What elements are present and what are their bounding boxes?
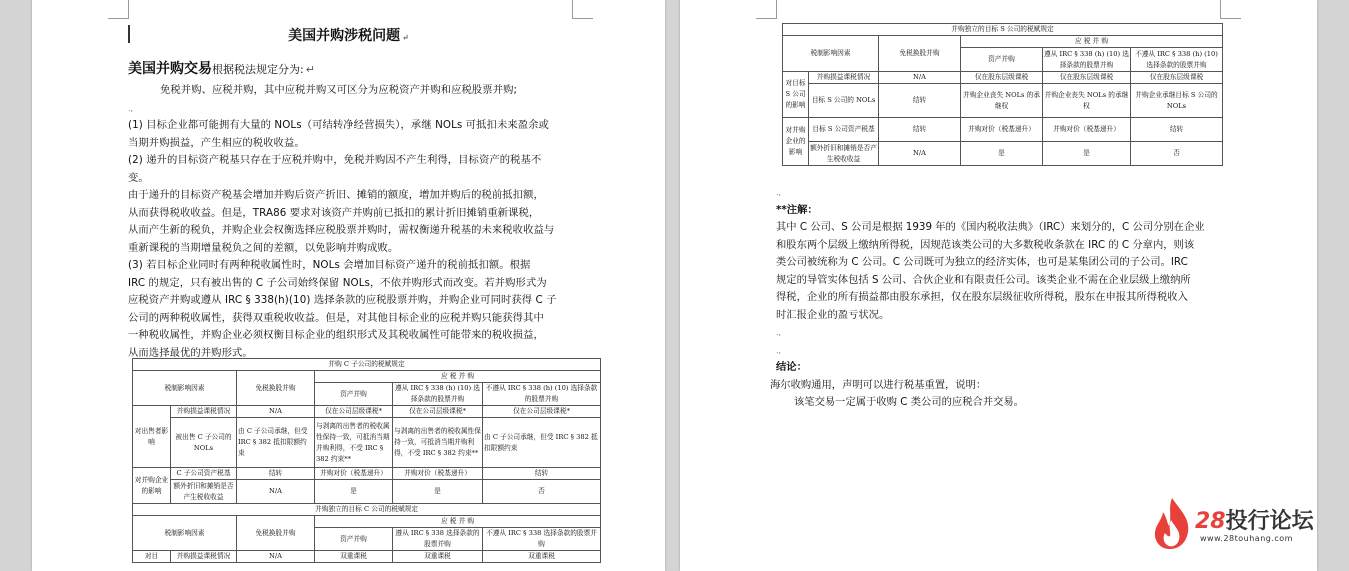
col-header: 资产并购 [315,528,393,551]
cell: N/A [237,480,315,504]
empty-paragraph: ., [776,345,782,355]
crop-mark [756,0,777,19]
col-header: 税制影响因素 [133,516,237,551]
intro-line: 免税并购、应税并购，其中应税并购又可区分为应税资产并购和应税股票并购; [160,84,518,96]
cell: 结转 [879,118,961,142]
cell: 并购对价（税基递升） [315,468,393,480]
flame-logo-icon [1150,496,1194,550]
para-line: 当期并购损益，产生相应的税收收益。 [128,136,305,149]
cell: 是 [393,480,483,504]
cell: 仅在公司层级课税* [483,406,601,418]
cell: 并购企业丧失 NOLs 的承继权 [1043,84,1131,118]
crop-mark [572,0,593,19]
para-line: 从而选择最优的并购形式。 [128,346,253,359]
empty-paragraph: ., [776,328,782,337]
note-line: 时汇报企业的盈亏状况。 [776,308,890,321]
cell: 并购损益课税情况 [171,406,237,418]
cell: 目标 S 公司的 NOLs [809,84,879,118]
cell: N/A [237,406,315,418]
logo-url: www.28touhang.com [1200,534,1293,543]
para-line: 应税资产并购或遵从 IRC § 338(h)(10) 选择条款的应税股票并购，并购企业可同时获得 C 子 [128,294,557,306]
conclusion-line: 该笔交易一定属于收购 C 类公司的应税合并交易。 [794,396,1024,408]
col-header: 应 税 并 购 [315,516,601,528]
para-line: IRC 的规定，只有被出售的 C 子公司始终保留 NOLs，不依并购形式而改变。若并购形式为 [128,276,547,289]
para-line: 变。 [128,171,149,184]
group-label: 对出售者影响 [133,406,171,468]
page-title[interactable]: 美国并购涉税问题 ↵ [288,28,409,44]
col-header: 税制影响因素 [783,36,879,72]
note-line: 得税，企业的所有损益都由股东承担，仅在股东层级征收所得税，股东在申报其所得税收入 [776,291,1188,303]
document-page-2 [680,0,1317,571]
col-header: 资产并购 [315,383,393,406]
empty-paragraph: ., [776,188,782,197]
cell: 双重课税 [393,551,483,563]
col-header: 免税换股并购 [237,516,315,551]
conclusion-line: 海尔收购通用，声明可以进行税基重置，说明： [770,378,987,391]
col-header: 税制影响因素 [133,371,237,406]
cell: 是 [961,142,1043,166]
cell: 并购对价（税基递升） [1043,118,1131,142]
site-logo[interactable] [1150,496,1330,552]
crop-mark [108,0,129,19]
notes-section[interactable] [770,184,1226,412]
cell: C 子公司资产税基 [171,468,237,480]
conclusion-label: 结论： [776,361,807,373]
cell: 与剥离的出售者的税收属性保持一致，可抵消当期并购利得，不受 IRC § 382 约束** [393,418,483,468]
cell: 目标 S 公司资产税基 [809,118,879,142]
col-header: 免税换股并购 [879,36,961,72]
cell: N/A [879,72,961,84]
group-label: 对并购企业的影响 [133,468,171,504]
cell: 额外折旧和摊销是否产生税收收益 [809,142,879,166]
cell: 与剥离的出售者的税收属性保持一致，可抵消当期并购利得，不受 IRC § 382 约束** [315,418,393,468]
col-header: 资产并购 [961,48,1043,72]
cell: 仅在股东层级课税 [1043,72,1131,84]
cell: 额外折旧和摊销是否产生税收收益 [171,480,237,504]
cell: 仅在股东层级课税 [1131,72,1223,84]
para-line: 从而获得税收收益。但是，TRA86 要求对该资产并购前已抵扣的累计折旧摊销重新课税， [128,206,540,219]
cell: N/A [879,142,961,166]
cell: 是 [315,480,393,504]
para-line: 从而产生新的税负，并购企业会权衡选择应税股票并购时，需权衡递升税基的未来税收收益与 [128,224,555,236]
note-label: **注解： [776,203,818,216]
cell: 否 [1131,142,1223,166]
group-label: 对目 [133,551,171,563]
table-title: 并购独立的目标 C 公司的税赋规定 [133,504,601,516]
cell: 否 [483,480,601,504]
cell: 仅在公司层级课税* [315,406,393,418]
para-line: 重新课税的当期增量税负之间的差额，以免影响并购成败。 [128,241,399,254]
table-title: 并购独立的目标 S 公司的税赋规定 [783,24,1223,36]
document-page-1 [32,0,665,571]
crop-mark [1220,0,1241,19]
para-line: 一种税收属性，并购企业必须权衡目标企业的组织形式及其税收属性可能带来的税收损益， [128,329,544,341]
section-heading[interactable]: 美国并购交易根据税法规定分为: ↵ [128,61,315,77]
cell: 并购损益课税情况 [171,551,237,563]
note-line: 类公司被统称为 C 公司。C 公司既可为独立的经济实体，也可是某集团公司的子公司。IRC [776,256,1188,268]
note-line: 规定的导管实体包括 S 公司、合伙企业和有限责任公司。该类企业不需在企业层级上缴纳所 [776,273,1191,286]
cell: 结转 [879,84,961,118]
logo-text: 28投行论坛 [1195,509,1314,534]
col-header: 不遵从 IRC § 338 (h) (10) 选择条款的股票并购 [483,383,601,406]
cell: 并购企业丧失 NOLs 的承继权 [961,84,1043,118]
cell: 结转 [237,468,315,480]
cell: 双重课税 [315,551,393,563]
cell: 由 C 子公司承继，但受 IRC § 382 抵扣限额约束 [237,418,315,468]
cell: 并购企业承继目标 S 公司的 NOLs [1131,84,1223,118]
para-line: 公司的两种税收属性，获得双重税收收益。但是，对其他目标企业的应税并购只能获得其中 [128,311,544,324]
group-label: 对目标 S 公司的影响 [783,72,809,118]
col-header: 不遵从 IRC § 338 (h) (10) 选择条款的股票并购 [1131,48,1223,72]
cell: 仅在股东层级课税 [961,72,1043,84]
table-s-company[interactable] [782,23,1223,166]
table-c-subsidiary[interactable] [132,358,601,563]
cell: 并购对价（税基递升） [393,468,483,480]
cell: N/A [237,551,315,563]
cell: 由 C 子公司承继，但受 IRC § 382 抵扣限额约束 [483,418,601,468]
col-header: 不遵从 IRC § 338 选择条款的股票并购 [483,528,601,551]
cell: 并购对价（税基递升） [961,118,1043,142]
para-line: (3) 若目标企业同时有两种税收属性时，NOLs 会增加目标资产递升的税前抵扣额。根据 [128,259,531,271]
cell: 并购损益课税情况 [809,72,879,84]
note-line: 其中 C 公司、S 公司是根据 1939 年的《国内税收法典》（IRC）来划分的，C 公司分别在企业 [776,221,1205,233]
col-header: 免税换股并购 [237,371,315,406]
group-label: 对并购企业的影响 [783,118,809,166]
cell: 被出售 C 子公司的 NOLs [171,418,237,468]
cell: 结转 [1131,118,1223,142]
body-paragraphs[interactable] [128,82,574,362]
table-title: 并购 C 子公司的税赋规定 [133,359,601,371]
cell: 双重课税 [483,551,601,563]
para-line: (1) 目标企业都可能拥有大量的 NOLs（可结转净经营损失），承继 NOLs 可抵扣未来盈余或 [128,119,549,131]
col-header: 应 税 并 购 [961,36,1223,48]
para-line: (2) 递升的目标资产税基只存在于应税并购中，免税并购因不产生利得，目标资产的税基不 [128,154,542,166]
col-header: 应 税 并 购 [315,371,601,383]
cell: 是 [1043,142,1131,166]
para-line: 由于递升的目标资产税基会增加并购后资产折旧、摊销的额度，增加并购后的税前抵扣额， [128,189,544,201]
note-line: 和股东两个层级上缴纳所得税，因规范该类公司的大多数税收条款在 IRC 的 C 分章内，则该 [776,238,1195,251]
col-header: 遵从 IRC § 338 (h) (10) 选择条款的股票并购 [1043,48,1131,72]
col-header: 遵从 IRC § 338 选择条款的股票并购 [393,528,483,551]
empty-paragraph: ., [128,103,134,113]
cell: 结转 [483,468,601,480]
cell: 仅在公司层级课税* [393,406,483,418]
col-header: 遵从 IRC § 338 (h) (10) 选择条款的股票并购 [393,383,483,406]
